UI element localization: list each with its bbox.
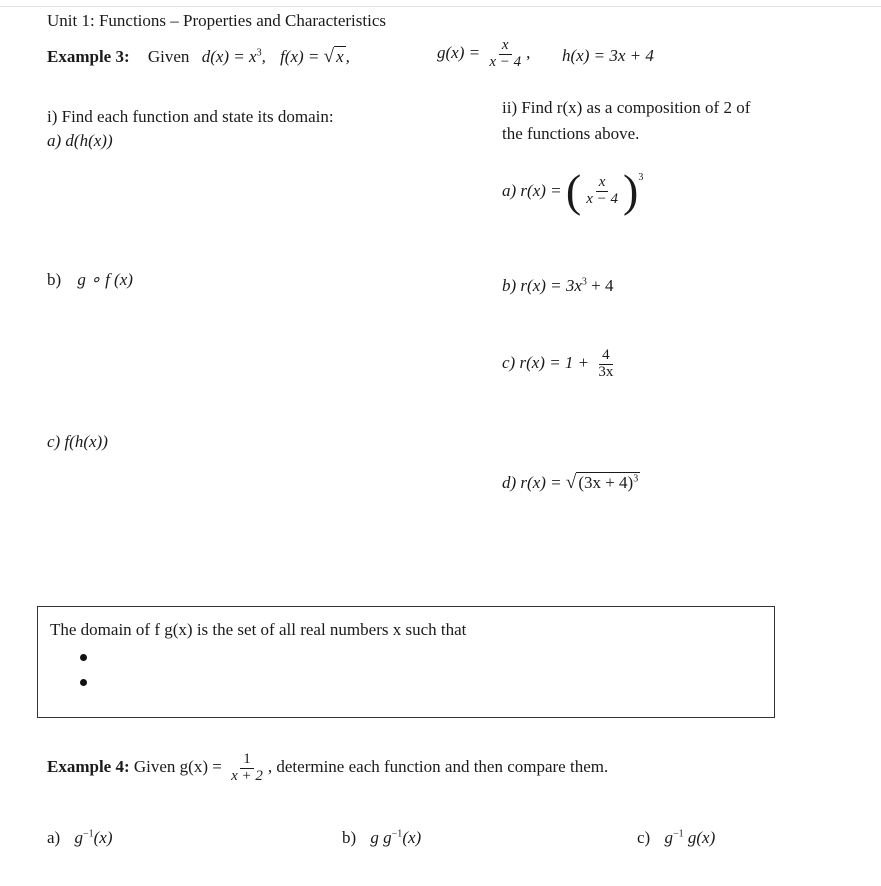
part-ii-prompt-2: the functions above. [502,124,640,143]
top-rule [0,6,881,7]
part-i-a: a) d(h(x)) [47,131,113,150]
unit-title: Unit 1: Functions – Properties and Characteristics [47,11,386,30]
g-definition: g(x) = $\frac{x}{x - 4}$ , [437,37,531,70]
part-i-b: b) g ∘ f (x) [47,270,133,289]
d-definition: $d(x) = x^3$, [201,47,266,66]
part-ii-prompt-1: ii) Find r(x) as a composition of 2 of [502,98,751,117]
example4-given: Given g(x) = [133,757,222,777]
example3-header [47,46,350,68]
part-ii-c: c) r(x) = 1 + $\frac{4}{3x}$ [502,347,614,380]
part-ii-a: a) r(x) = ( $\frac{x}{x - 4}$ )$^3$ [502,165,644,216]
part-ii-b: b) $r(x) = 3x^3 + 4$ [502,276,614,295]
part-i-prompt: i) Find each function and state its domain: [47,107,334,126]
part-i-c: c) f(h(x)) [47,432,108,451]
example4-b: b) g $g^{-1}(x)$ [342,828,422,847]
example4-a: a) $g^{-1}(x)$ [47,828,113,847]
example3-given: Given [147,47,190,66]
bullet-1 [80,654,87,661]
h-definition: h(x) = 3x + 4 [562,46,654,65]
domain-box-text: The domain of f g(x) is the set of all real numbers x such that [50,620,467,639]
example4-c: c) $g^{-1}$ g(x) [637,828,716,847]
f-definition: f(x) = √ x , [280,46,350,67]
example4-label: Example 4: [47,757,130,777]
bullet-2 [80,679,87,686]
part-ii-d: d) r(x) = √ $(3x + 4)^3$ [502,472,639,493]
example4-header: Example 4: Given g(x) = $\frac{1}{x + 2}$ , determine each function and then compare them. [47,751,609,784]
example3-label: Example 3: [47,47,130,66]
